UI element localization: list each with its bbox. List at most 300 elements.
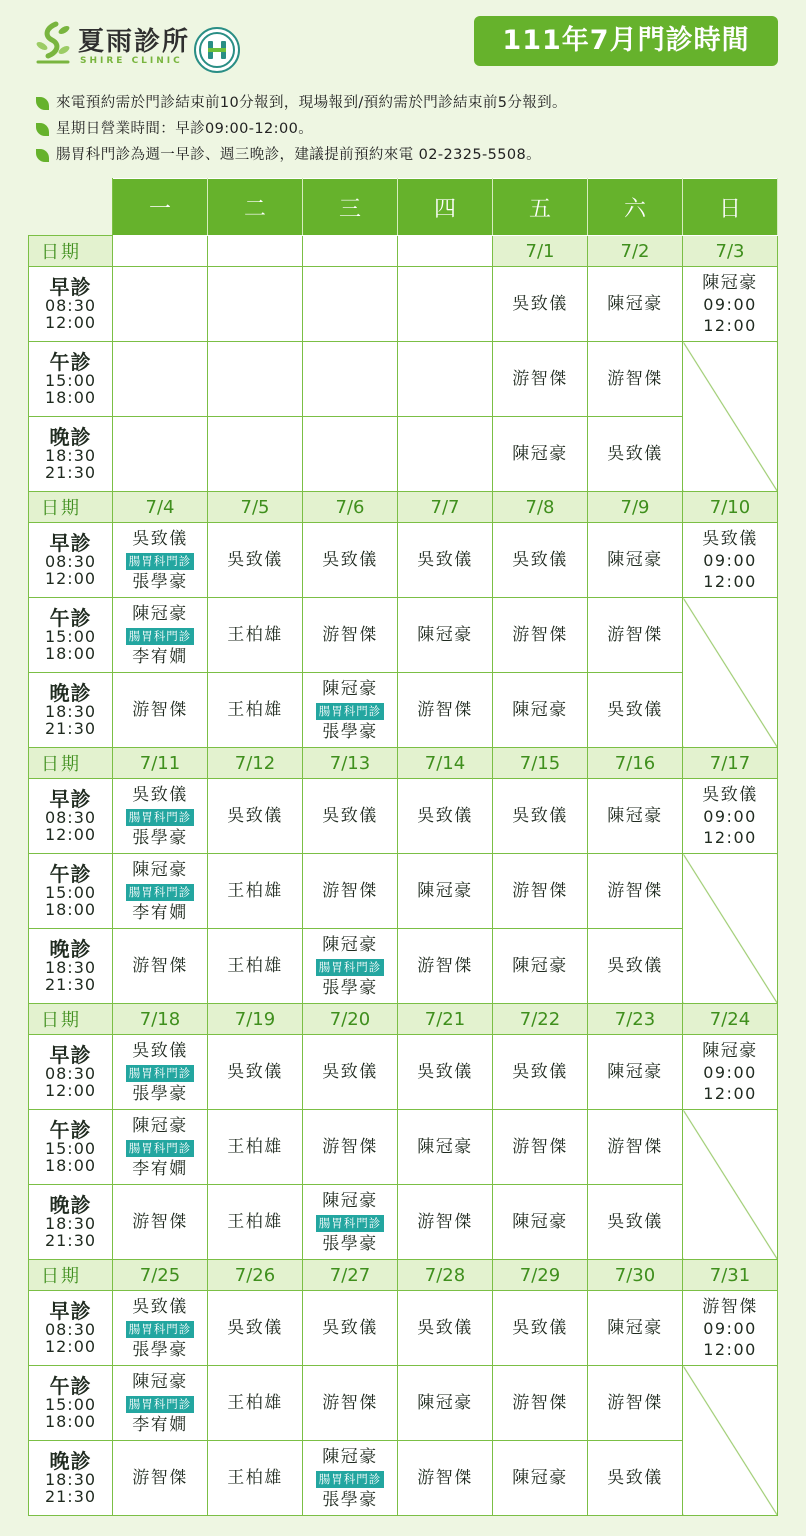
session-label (29, 929, 113, 1004)
gi-clinic-badge: 腸胃科門診 (126, 1321, 195, 1338)
date-cell: 7/2 (588, 236, 683, 267)
session-row-morning (29, 1291, 778, 1366)
schedule-cell (303, 267, 398, 342)
schedule-cell (303, 779, 398, 854)
doctor-name: 游智傑 (607, 369, 663, 389)
schedule-cell (588, 1441, 683, 1516)
schedule-cell (588, 779, 683, 854)
doctor-name: 吳致儀 (227, 1318, 283, 1338)
date-cell: 7/12 (208, 748, 303, 779)
doctor-name: 游智傑 (417, 700, 473, 720)
schedule-cell (303, 1441, 398, 1516)
date-cell: 7/19 (208, 1004, 303, 1035)
weekday-header: 二 (208, 179, 303, 236)
schedule-cell (113, 417, 208, 492)
schedule-cell (493, 1441, 588, 1516)
doctor-name: 吳致儀 (322, 550, 378, 570)
gi-doctor-name: 張學豪 (322, 1233, 378, 1254)
session-label (29, 523, 113, 598)
session-start: 18:30 (44, 445, 97, 465)
note-item: 腸胃科門診為週一早診、週三晚診，建議提前預約來電 02-2325-5508。 (36, 142, 776, 168)
doctor-name: 游智傑 (322, 625, 378, 645)
gi-doctor-name: 張學豪 (322, 721, 378, 742)
session-end: 12:00 (44, 1336, 97, 1356)
schedule-cell (113, 1441, 208, 1516)
badge-wrap (303, 956, 397, 977)
doctor-name: 陳冠豪 (702, 1041, 758, 1061)
badge-wrap (113, 1137, 207, 1158)
sunday-end: 12:00 (703, 1084, 757, 1103)
doctor-name: 吳致儀 (607, 1212, 663, 1232)
session-end: 12:00 (44, 1080, 97, 1100)
gi-doctor-name: 張學豪 (132, 827, 188, 848)
sunday-morning-cell (683, 523, 778, 598)
session-label (29, 779, 113, 854)
schedule-cell (588, 673, 683, 748)
schedule-cell (208, 673, 303, 748)
doctor-name: 游智傑 (512, 1137, 568, 1157)
session-start: 15:00 (44, 1394, 97, 1414)
schedule-cell (303, 854, 398, 929)
session-end: 12:00 (44, 824, 97, 844)
session-name: 晚診 (49, 936, 92, 961)
weekday-header: 一 (113, 179, 208, 236)
date-cell: 7/28 (398, 1260, 493, 1291)
doctor-name: 吳致儀 (132, 1296, 188, 1317)
doctor-name: 吳致儀 (512, 550, 568, 570)
session-row-morning (29, 523, 778, 598)
sunday-start: 09:00 (703, 295, 757, 314)
doctor-name: 陳冠豪 (322, 1190, 378, 1211)
schedule-cell (208, 1035, 303, 1110)
session-label (29, 854, 113, 929)
doctor-name: 陳冠豪 (512, 700, 568, 720)
gi-clinic-badge: 腸胃科門診 (316, 703, 385, 720)
schedule-cell (398, 929, 493, 1004)
schedule-cell (588, 267, 683, 342)
badge-wrap (113, 881, 207, 902)
session-row-evening (29, 673, 778, 748)
weekday-header-row (29, 179, 778, 236)
note-item: 來電預約需於門診結束前10分報到，現場報到/預約需於門診結束前5分報到。 (36, 90, 776, 116)
schedule-cell (113, 1110, 208, 1185)
date-cell: 7/14 (398, 748, 493, 779)
session-start: 15:00 (44, 370, 97, 390)
doctor-name: 吳致儀 (132, 784, 188, 805)
schedule-cell (303, 1185, 398, 1260)
doctor-name: 陳冠豪 (607, 806, 663, 826)
leaf-logo-icon (34, 20, 74, 66)
schedule-cell (588, 598, 683, 673)
schedule-cell (493, 779, 588, 854)
doctor-name: 陳冠豪 (132, 1115, 188, 1136)
session-row-afternoon (29, 598, 778, 673)
session-label (29, 1035, 113, 1110)
schedule-cell (493, 523, 588, 598)
session-name: 晚診 (49, 680, 92, 705)
doctor-name: 王柏雄 (227, 1468, 283, 1488)
gi-doctor-name: 張學豪 (132, 571, 188, 592)
date-cell: 7/24 (683, 1004, 778, 1035)
date-cell: 7/13 (303, 748, 398, 779)
session-row-afternoon (29, 1110, 778, 1185)
doctor-name: 游智傑 (322, 881, 378, 901)
gi-clinic-badge: 腸胃科門診 (316, 959, 385, 976)
date-cell: 7/4 (113, 492, 208, 523)
gi-doctor-name: 張學豪 (322, 1489, 378, 1510)
schedule-cell (208, 342, 303, 417)
session-label (29, 1185, 113, 1260)
sunday-start: 09:00 (703, 1063, 757, 1082)
schedule-cell (588, 929, 683, 1004)
schedule-cell (113, 1185, 208, 1260)
date-cell: 7/29 (493, 1260, 588, 1291)
doctor-name: 吳致儀 (227, 550, 283, 570)
schedule-cell (588, 1035, 683, 1110)
session-label (29, 267, 113, 342)
date-cell (398, 236, 493, 267)
doctor-name: 吳致儀 (132, 1040, 188, 1061)
schedule-cell (398, 673, 493, 748)
badge-wrap (303, 1212, 397, 1233)
schedule-cell (493, 1110, 588, 1185)
session-label (29, 342, 113, 417)
doctor-name: 游智傑 (702, 1297, 758, 1317)
health-insurance-logo-icon (194, 27, 240, 73)
doctor-name: 游智傑 (607, 1393, 663, 1413)
sunday-closed-cell (683, 854, 778, 1004)
date-cell: 7/5 (208, 492, 303, 523)
schedule-cell (208, 1441, 303, 1516)
doctor-name: 吳致儀 (227, 1062, 283, 1082)
doctor-name: 游智傑 (417, 956, 473, 976)
gi-clinic-badge: 腸胃科門診 (126, 1065, 195, 1082)
session-start: 18:30 (44, 1213, 97, 1233)
schedule-cell (588, 523, 683, 598)
weekday-header: 六 (588, 179, 683, 236)
schedule-cell (398, 417, 493, 492)
session-end: 12:00 (44, 312, 97, 332)
page-header (0, 0, 806, 80)
session-row-afternoon (29, 342, 778, 417)
doctor-name: 游智傑 (512, 1393, 568, 1413)
sunday-morning-cell (683, 1291, 778, 1366)
doctor-name: 陳冠豪 (702, 273, 758, 293)
doctor-name: 陳冠豪 (512, 444, 568, 464)
gi-clinic-badge: 腸胃科門診 (126, 1140, 195, 1157)
session-start: 18:30 (44, 957, 97, 977)
session-start: 18:30 (44, 1469, 97, 1489)
notes-list (36, 90, 776, 168)
session-start: 08:30 (44, 551, 97, 571)
date-cell: 7/9 (588, 492, 683, 523)
doctor-name: 吳致儀 (607, 1468, 663, 1488)
schedule-cell (113, 1366, 208, 1441)
weekday-header: 五 (493, 179, 588, 236)
session-end: 21:30 (44, 974, 97, 994)
doctor-name: 吳致儀 (322, 1062, 378, 1082)
schedule-cell (208, 417, 303, 492)
schedule-cell (398, 1366, 493, 1441)
session-name: 午診 (49, 349, 92, 374)
date-row (29, 236, 778, 267)
date-cell: 7/16 (588, 748, 683, 779)
doctor-name: 吳致儀 (512, 806, 568, 826)
schedule-cell (493, 342, 588, 417)
doctor-name: 王柏雄 (227, 1212, 283, 1232)
gi-doctor-name: 張學豪 (132, 1083, 188, 1104)
schedule-cell (493, 673, 588, 748)
date-cell (113, 236, 208, 267)
doctor-name: 陳冠豪 (132, 603, 188, 624)
schedule-table (28, 178, 777, 1509)
gi-clinic-badge: 腸胃科門診 (126, 628, 195, 645)
doctor-name: 陳冠豪 (322, 934, 378, 955)
session-name: 午診 (49, 1373, 92, 1398)
schedule-cell (493, 1035, 588, 1110)
session-label (29, 1441, 113, 1516)
session-row-morning (29, 1035, 778, 1110)
schedule-cell (208, 1291, 303, 1366)
leaf-bullet-icon (36, 149, 49, 162)
session-start: 18:30 (44, 701, 97, 721)
session-start: 15:00 (44, 626, 97, 646)
doctor-name: 陳冠豪 (132, 1371, 188, 1392)
session-end: 21:30 (44, 462, 97, 482)
sunday-start: 09:00 (703, 1319, 757, 1338)
doctor-name: 陳冠豪 (512, 1468, 568, 1488)
doctor-name: 吳致儀 (417, 806, 473, 826)
session-name: 午診 (49, 861, 92, 886)
date-row (29, 1004, 778, 1035)
date-cell (208, 236, 303, 267)
schedule-cell (208, 267, 303, 342)
gi-clinic-badge: 腸胃科門診 (126, 1396, 195, 1413)
date-cell: 7/3 (683, 236, 778, 267)
schedule-cell (588, 342, 683, 417)
date-cell: 7/25 (113, 1260, 208, 1291)
badge-wrap (113, 1062, 207, 1083)
schedule-cell (208, 1366, 303, 1441)
doctor-name: 吳致儀 (512, 1062, 568, 1082)
doctor-name: 游智傑 (607, 881, 663, 901)
sunday-end: 12:00 (703, 572, 757, 591)
sunday-morning-cell (683, 779, 778, 854)
doctor-name: 陳冠豪 (322, 1446, 378, 1467)
session-row-morning (29, 779, 778, 854)
gi-doctor-name: 李宥嫺 (132, 1158, 188, 1179)
weekday-header: 四 (398, 179, 493, 236)
session-row-evening (29, 1441, 778, 1516)
schedule-cell (398, 1035, 493, 1110)
schedule-cell (398, 1185, 493, 1260)
doctor-name: 王柏雄 (227, 956, 283, 976)
schedule-cell (208, 598, 303, 673)
doctor-name: 游智傑 (417, 1212, 473, 1232)
schedule-cell (588, 1291, 683, 1366)
doctor-name: 王柏雄 (227, 1393, 283, 1413)
sunday-start: 09:00 (703, 807, 757, 826)
session-name: 早診 (49, 1042, 92, 1067)
doctor-name: 王柏雄 (227, 1137, 283, 1157)
session-start: 15:00 (44, 1138, 97, 1158)
schedule-cell (208, 929, 303, 1004)
session-name: 早診 (49, 786, 92, 811)
date-cell: 7/23 (588, 1004, 683, 1035)
doctor-name: 吳致儀 (417, 550, 473, 570)
date-cell: 7/20 (303, 1004, 398, 1035)
session-label (29, 598, 113, 673)
date-cell: 7/27 (303, 1260, 398, 1291)
schedule-cell (113, 673, 208, 748)
gi-clinic-badge: 腸胃科門診 (126, 884, 195, 901)
doctor-name: 吳致儀 (607, 700, 663, 720)
badge-wrap (113, 806, 207, 827)
date-cell: 7/18 (113, 1004, 208, 1035)
session-name: 午診 (49, 605, 92, 630)
date-cell: 7/11 (113, 748, 208, 779)
sunday-closed-cell (683, 1366, 778, 1516)
session-end: 18:00 (44, 1411, 97, 1431)
schedule-cell (303, 1110, 398, 1185)
schedule-cell (208, 1185, 303, 1260)
schedule-cell (303, 598, 398, 673)
schedule-cell (398, 598, 493, 673)
schedule-cell (588, 1366, 683, 1441)
gi-doctor-name: 李宥嫺 (132, 1414, 188, 1435)
schedule-cell (113, 854, 208, 929)
date-label: 日期 (29, 492, 113, 523)
schedule-cell (398, 267, 493, 342)
doctor-name: 陳冠豪 (512, 1212, 568, 1232)
doctor-name: 陳冠豪 (417, 625, 473, 645)
session-end: 12:00 (44, 568, 97, 588)
date-cell: 7/30 (588, 1260, 683, 1291)
doctor-name: 吳致儀 (227, 806, 283, 826)
schedule-cell (588, 854, 683, 929)
schedule-cell (208, 779, 303, 854)
session-name: 晚診 (49, 424, 92, 449)
gi-clinic-badge: 腸胃科門診 (316, 1215, 385, 1232)
session-name: 早診 (49, 1298, 92, 1323)
weekday-header: 日 (683, 179, 778, 236)
date-row (29, 492, 778, 523)
doctor-name: 游智傑 (512, 881, 568, 901)
doctor-name: 王柏雄 (227, 625, 283, 645)
doctor-name: 吳致儀 (417, 1062, 473, 1082)
doctor-name: 游智傑 (512, 369, 568, 389)
schedule-cell (493, 1366, 588, 1441)
date-label: 日期 (29, 1004, 113, 1035)
doctor-name: 陳冠豪 (417, 1393, 473, 1413)
schedule-cell (398, 1441, 493, 1516)
schedule-cell (113, 267, 208, 342)
sunday-morning-cell (683, 267, 778, 342)
sunday-closed-cell (683, 1110, 778, 1260)
session-row-afternoon (29, 854, 778, 929)
schedule-cell (303, 1366, 398, 1441)
session-name: 早診 (49, 530, 92, 555)
schedule-cell (493, 1185, 588, 1260)
schedule-cell (303, 929, 398, 1004)
schedule-cell (208, 1110, 303, 1185)
session-row-evening (29, 929, 778, 1004)
session-name: 午診 (49, 1117, 92, 1142)
schedule-cell (398, 779, 493, 854)
session-label (29, 417, 113, 492)
badge-wrap (113, 550, 207, 571)
doctor-name: 游智傑 (512, 625, 568, 645)
schedule-cell (113, 779, 208, 854)
doctor-name: 游智傑 (132, 1468, 188, 1488)
schedule-cell (303, 417, 398, 492)
doctor-name: 游智傑 (322, 1393, 378, 1413)
date-cell: 7/31 (683, 1260, 778, 1291)
schedule-cell (208, 523, 303, 598)
schedule-cell (398, 854, 493, 929)
doctor-name: 吳致儀 (607, 956, 663, 976)
gi-doctor-name: 張學豪 (322, 977, 378, 998)
date-cell: 7/10 (683, 492, 778, 523)
schedule-cell (113, 523, 208, 598)
schedule-cell (493, 854, 588, 929)
session-label (29, 1366, 113, 1441)
doctor-name: 吳致儀 (417, 1318, 473, 1338)
date-cell: 7/7 (398, 492, 493, 523)
clinic-name-en: SHIRE CLINIC (80, 56, 183, 66)
sunday-end: 12:00 (703, 1340, 757, 1359)
session-end: 18:00 (44, 899, 97, 919)
date-cell: 7/17 (683, 748, 778, 779)
gi-clinic-badge: 腸胃科門診 (316, 1471, 385, 1488)
date-cell: 7/6 (303, 492, 398, 523)
schedule-cell (493, 598, 588, 673)
date-cell (303, 236, 398, 267)
schedule-cell (113, 1035, 208, 1110)
doctor-name: 吳致儀 (132, 528, 188, 549)
badge-wrap (303, 1468, 397, 1489)
schedule-cell (493, 417, 588, 492)
gi-doctor-name: 張學豪 (132, 1339, 188, 1360)
sunday-closed-cell (683, 598, 778, 748)
schedule-cell (588, 417, 683, 492)
date-row (29, 748, 778, 779)
session-row-evening (29, 417, 778, 492)
session-name: 晚診 (49, 1448, 92, 1473)
schedule-cell (303, 1291, 398, 1366)
schedule-cell (303, 342, 398, 417)
session-label (29, 1110, 113, 1185)
leaf-bullet-icon (36, 97, 49, 110)
date-label: 日期 (29, 236, 113, 267)
session-start: 08:30 (44, 295, 97, 315)
date-cell: 7/21 (398, 1004, 493, 1035)
session-end: 21:30 (44, 1486, 97, 1506)
schedule-cell (398, 523, 493, 598)
schedule-cell (208, 854, 303, 929)
badge-wrap (113, 1393, 207, 1414)
date-label: 日期 (29, 748, 113, 779)
session-label (29, 673, 113, 748)
doctor-name: 王柏雄 (227, 881, 283, 901)
session-start: 08:30 (44, 1063, 97, 1083)
schedule-cell (113, 1291, 208, 1366)
doctor-name: 陳冠豪 (417, 1137, 473, 1157)
session-name: 早診 (49, 274, 92, 299)
session-start: 08:30 (44, 1319, 97, 1339)
note-item: 星期日營業時間：早診09:00-12:00。 (36, 116, 776, 142)
date-cell: 7/15 (493, 748, 588, 779)
